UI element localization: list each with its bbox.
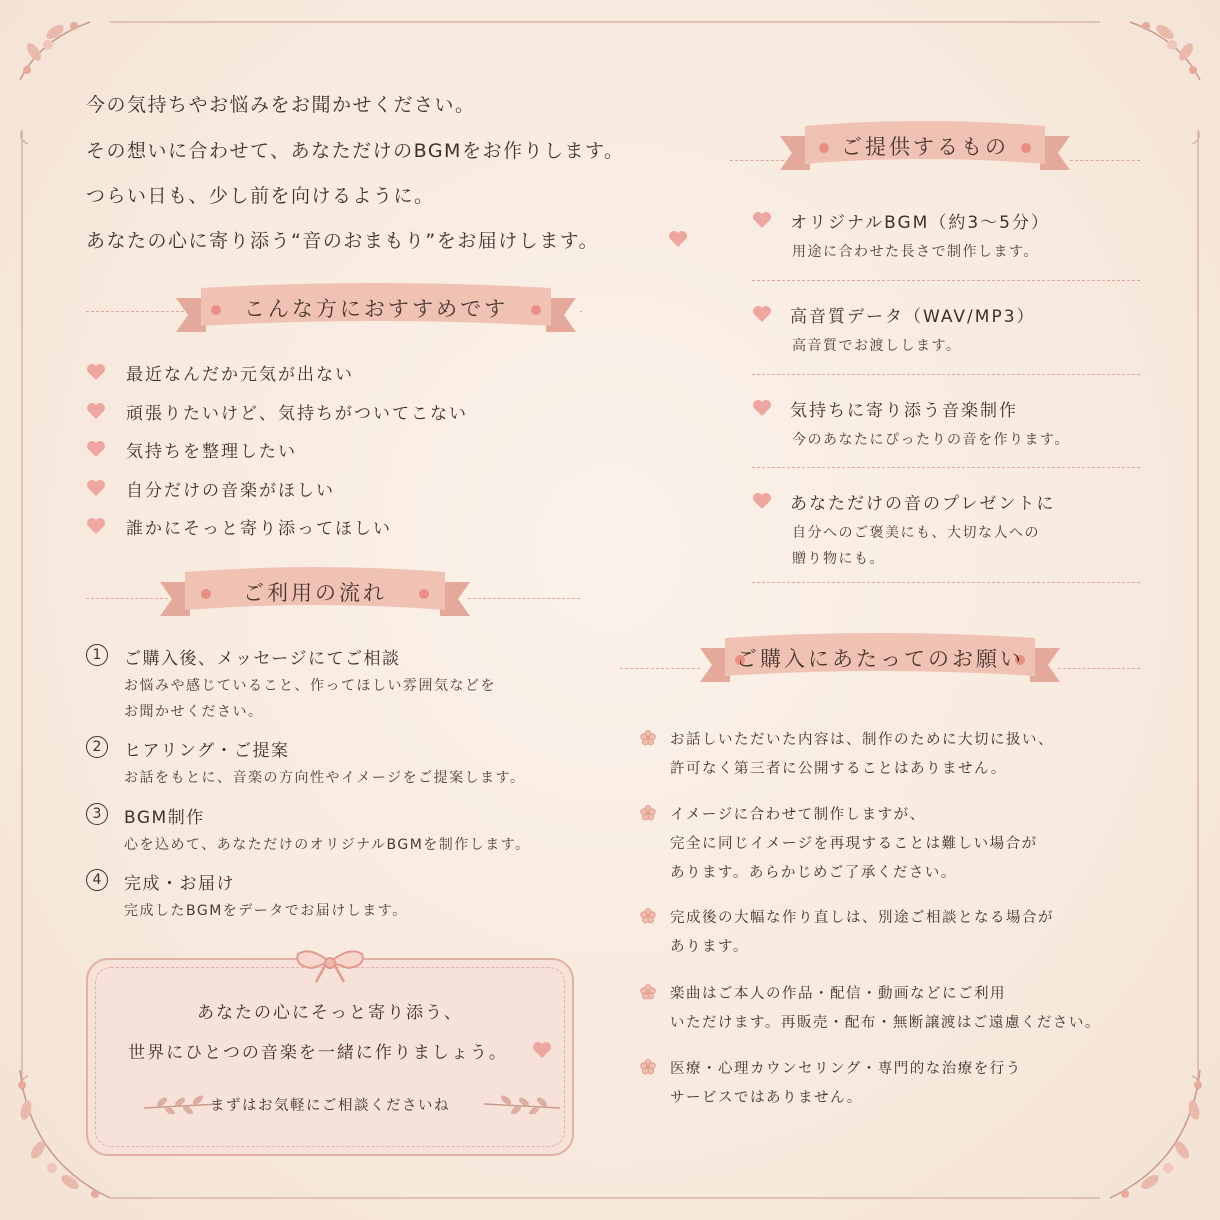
ribbon-recommend: [176, 280, 576, 340]
step-number: 3: [86, 803, 108, 825]
note-line: あります。: [670, 939, 749, 955]
corner-floral-top-left: [20, 22, 90, 80]
item-divider: [752, 582, 1140, 583]
recommend-item: 最近なんだか元気が出ない: [126, 365, 354, 385]
section-divider: [468, 598, 580, 599]
provide-item-desc: 用途に合わせた長さで制作します。: [792, 244, 1039, 260]
ribbon-provide: [780, 118, 1070, 178]
section-title-flow: ご利用の流れ: [243, 581, 387, 605]
card-line-1: あなたの心にそっと寄り添う、: [197, 1003, 463, 1023]
recommend-item: 気持ちを整理したい: [126, 442, 297, 462]
section-divider: [580, 311, 582, 312]
item-divider: [752, 280, 1140, 281]
heart-icon: [86, 402, 106, 420]
section-divider: [1070, 160, 1140, 161]
ribbon-notes: [700, 630, 1060, 690]
provide-item-desc: 今のあなたにぴったりの音を作ります。: [792, 432, 1070, 448]
section-divider: [86, 598, 168, 599]
note-line: イメージに合わせて制作しますが、: [670, 807, 926, 823]
section-divider: [86, 311, 184, 312]
heart-icon: [86, 363, 106, 381]
card-line-3: まずはお気軽にご相談くださいね: [210, 1098, 450, 1114]
note-line: サービスではありません。: [670, 1090, 863, 1106]
sprig-right-icon: [482, 1094, 562, 1114]
note-line: 楽曲はご本人の作品・配信・動画などにご利用: [670, 986, 1006, 1002]
bow-icon: [292, 944, 368, 984]
section-title-provide: ご提供するもの: [841, 135, 1009, 159]
note-line: いただけます。再販売・配布・無断譲渡はご遠慮ください。: [670, 1015, 1101, 1031]
intro-line-4: あなたの心に寄り添う“音のおまもり”をお届けします。: [86, 230, 600, 252]
step-desc: お悩みや感じていること、作ってほしい雰囲気などを: [124, 678, 496, 694]
flower-icon: [640, 908, 656, 924]
heart-icon: [752, 211, 772, 229]
provide-item-title: オリジナルBGM（約3〜5分）: [790, 213, 1050, 233]
closing-message-card: [86, 958, 574, 1156]
heart-icon: [752, 399, 772, 417]
provide-item-desc: 高音質でお渡しします。: [792, 338, 962, 354]
flower-icon: [640, 984, 656, 1000]
item-divider: [752, 467, 1140, 468]
note-line: お話しいただいた内容は、制作のために大切に扱い、: [670, 732, 1054, 748]
step-number: 2: [86, 736, 108, 758]
step-title: BGM制作: [124, 808, 205, 828]
step-desc: 完成したBGMをデータでお届けします。: [124, 903, 408, 919]
section-title-recommend: こんな方におすすめです: [243, 297, 509, 321]
note-line: 完成後の大幅な作り直しは、別途ご相談となる場合が: [670, 910, 1054, 926]
card-line-2: 世界にひとつの音楽を一緒に作りましょう。: [128, 1043, 508, 1063]
note-line: 完全に同じイメージを再現することは難しい場合が: [670, 836, 1038, 852]
section-divider: [620, 668, 700, 669]
heart-icon: [752, 492, 772, 510]
corner-floral-bottom-right: [1110, 1070, 1202, 1198]
step-desc: お話をもとに、音楽の方向性やイメージをご提案します。: [124, 770, 526, 786]
heart-icon: [86, 440, 106, 458]
heart-icon: [752, 305, 772, 323]
section-divider: [730, 160, 784, 161]
section-title-notes: ご購入にあたってのお願い: [736, 647, 1024, 671]
heart-icon: [668, 230, 688, 248]
note-line: 医療・心理カウンセリング・専門的な治療を行う: [670, 1061, 1022, 1077]
provide-item-title: 気持ちに寄り添う音楽制作: [790, 401, 1018, 421]
step-title: ヒアリング・ご提案: [124, 741, 290, 761]
provide-item-title: あなただけの音のプレゼントに: [790, 494, 1056, 514]
step-desc: お聞かせください。: [124, 704, 264, 720]
step-number: 1: [86, 644, 108, 666]
ribbon-flow: [160, 564, 470, 624]
heart-icon: [86, 479, 106, 497]
step-number: 4: [86, 869, 108, 891]
heart-icon: [86, 517, 106, 535]
note-line: あります。あらかじめご了承ください。: [670, 865, 957, 881]
step-desc: 心を込めて、あなただけのオリジナルBGMを制作します。: [124, 837, 531, 853]
flower-icon: [640, 730, 656, 746]
heart-icon: [532, 1041, 552, 1059]
recommend-item: 頑張りたいけど、気持ちがついてこない: [126, 403, 468, 424]
provide-item-desc: 自分へのご褒美にも、大切な人への: [792, 525, 1040, 541]
provide-item-desc: 贈り物にも。: [792, 551, 885, 567]
recommend-item: 自分だけの音楽がほしい: [126, 480, 335, 501]
step-title: 完成・お届け: [124, 874, 235, 894]
section-divider: [1058, 668, 1140, 669]
intro-line-3: つらい日も、少し前を向けるように。: [86, 185, 435, 207]
flower-icon: [640, 1059, 656, 1075]
provide-item-title: 高音質データ（WAV/MP3）: [790, 307, 1036, 327]
item-divider: [752, 374, 1140, 375]
intro-line-1: 今の気持ちやお悩みをお聞かせください。: [86, 94, 476, 116]
intro-line-2: その想いに合わせて、あなただけのBGMをお作りします。: [86, 140, 625, 162]
corner-floral-top-right: [1130, 22, 1200, 80]
flower-icon: [640, 805, 656, 821]
recommend-item: 誰かにそっと寄り添ってほしい: [126, 519, 392, 539]
note-line: 許可なく第三者に公開することはありません。: [670, 761, 1007, 777]
step-title: ご購入後、メッセージにてご相談: [124, 649, 401, 669]
